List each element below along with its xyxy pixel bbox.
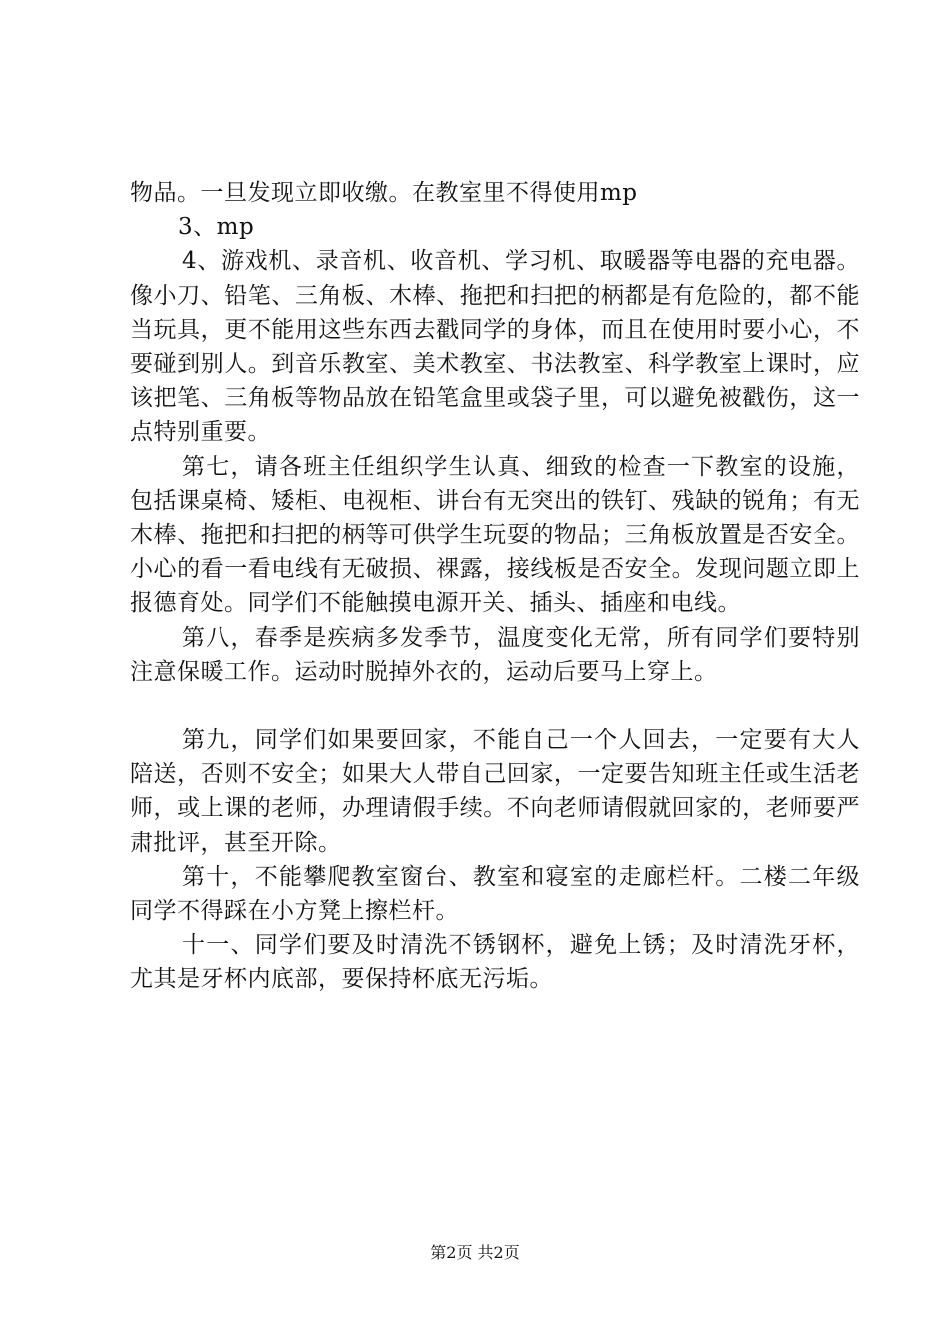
paragraph-spacer [130,689,860,723]
paragraph-tenth: 第十，不能攀爬教室窗台、教室和寝室的走廊栏杆。二楼二年级同学不得踩在小方凳上擦栏杆。 [130,863,860,925]
paragraph-seventh: 第七，请各班主任组织学生认真、细致的检查一下教室的设施，包括课桌椅、矮柜、电视柜、讲台有无突出的铁钉、残缺的锐角；有无木棒、拖把和扫把的柄等可供学生玩耍的物品；三角板放置是否安全。小心的看一看电线有无破损、裸露，接线板是否安全。发现问题立即上报德育处。同学们不能触摸电源开关、插头、插座和电线。 [130,453,860,617]
paragraph-ninth: 第九，同学们如果要回家，不能自己一个人回去，一定要有大人陪送，否则不安全；如果大人带自己回家，一定要告知班主任或生活老师，或上课的老师，办理请假手续。不向老师请假就回家的，老师要严肃批评，甚至开除。 [130,727,860,856]
page-footer: 第2页 共2页 [430,1243,520,1262]
paragraph-eighth: 第八，春季是疾病多发季节，温度变化无常，所有同学们要特别注意保暖工作。运动时脱掉外衣的，运动后要马上穿上。 [130,624,860,685]
document-body [130,176,860,997]
paragraph-eleventh: 十一、同学们要及时清洗不锈钢杯，避免上锈；及时清洗牙杯，尤其是牙杯内底部，要保持杯底无污垢。 [130,932,860,993]
paragraph-item-3: 3、mp [178,214,255,241]
paragraph-item-4: 4、游戏机、录音机、收音机、学习机、取暖器等电器的充电器。像小刀、铅笔、三角板、木棒、拖把和扫把的柄都是有危险的，都不能当玩具，更不能用这些东西去戳同学的身体，而且在使用时要小心，不要碰到别人。到音乐教室、美术教室、书法教室、科学教室上课时，应该把笔、三角板等物品放在铅笔盒里或袋子里，可以避免被戳伤，这一点特别重要。 [130,248,860,446]
paragraph-continuation: 物品。一旦发现立即收缴。在教室里不得使用mp [130,180,638,206]
